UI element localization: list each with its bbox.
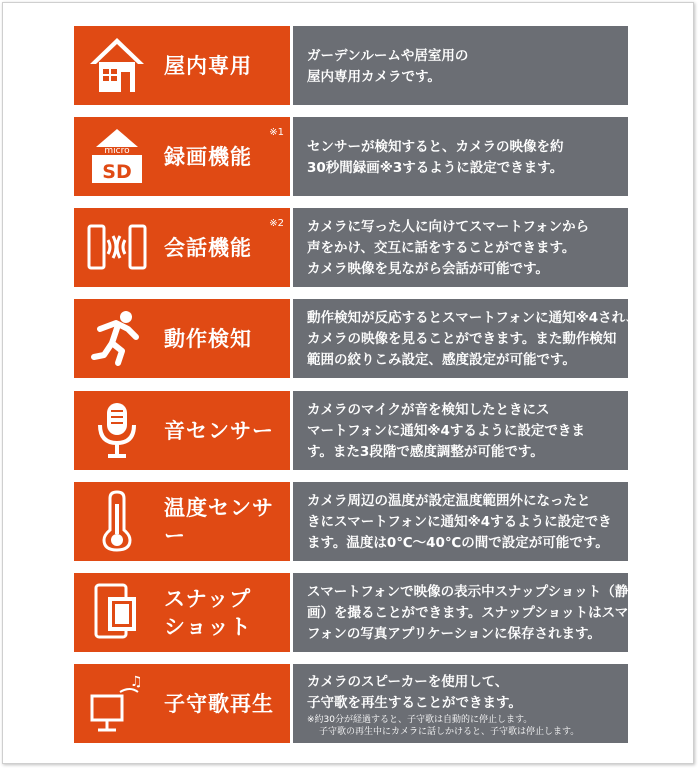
feature-title: 会話機能 bbox=[164, 235, 252, 260]
feature-row-lullaby bbox=[74, 664, 628, 743]
description-line: カメラに写った人に向けてスマートフォンから bbox=[307, 219, 590, 235]
feature-tile bbox=[74, 299, 290, 378]
microsd-label: micro bbox=[104, 146, 130, 156]
feature-description bbox=[293, 482, 628, 561]
feature-tile bbox=[74, 208, 290, 287]
description-line: 画）を撮ることができます。スナップショットはスマート bbox=[307, 605, 656, 621]
feature-description bbox=[293, 573, 656, 652]
feature-panel bbox=[2, 2, 694, 764]
svg-text:♫: ♫ bbox=[130, 674, 143, 690]
feature-title: 子守歌再生 bbox=[164, 691, 274, 716]
description-line: きにスマートフォンに通知※4するように設定でき bbox=[307, 514, 612, 530]
footnote-mark: ※2 bbox=[269, 218, 284, 229]
snapshot-icon bbox=[86, 581, 148, 643]
description-line: カメラのスピーカーを使用して、 bbox=[307, 673, 509, 690]
feature-tile bbox=[74, 117, 290, 196]
feature-description bbox=[293, 26, 628, 105]
feature-title: 動作検知 bbox=[164, 326, 252, 351]
feature-tile bbox=[74, 391, 290, 470]
footnote-line: ※約30分が経過すると、子守歌は自動的に停止します。 bbox=[307, 714, 533, 725]
feature-tile bbox=[74, 26, 290, 105]
description-line: カメラ周辺の温度が設定温度範囲外になったと bbox=[307, 493, 591, 509]
feature-row-motion bbox=[74, 299, 640, 378]
description-line: カメラの映像を見ることができます。また動作検知 bbox=[307, 331, 617, 347]
description-line: センサーが検知すると、カメラの映像を約 bbox=[307, 138, 564, 155]
feature-description bbox=[293, 208, 628, 287]
description-line: ます。温度は0℃〜40℃の間で設定が可能です。 bbox=[307, 535, 609, 551]
description-line: す。また3段階で感度調整が可能です。 bbox=[307, 444, 544, 460]
thermometer-icon bbox=[86, 490, 148, 552]
feature-description bbox=[293, 299, 640, 378]
description-line: 屋内専用カメラです。 bbox=[307, 68, 441, 85]
footnote-mark: ※1 bbox=[269, 127, 284, 138]
feature-title: 音センサー bbox=[164, 418, 274, 443]
feature-tile bbox=[74, 482, 290, 561]
description-line: 動作検知が反応するとスマートフォンに通知※4され、 bbox=[307, 310, 640, 326]
feature-row-indoor bbox=[74, 26, 628, 105]
feature-description bbox=[293, 391, 628, 470]
feature-tile bbox=[74, 664, 290, 743]
description-line: カメラのマイクが音を検知したときにス bbox=[307, 402, 550, 418]
description-line: スマートフォンで映像の表示中スナップショット（静止 bbox=[307, 584, 642, 600]
feature-description bbox=[293, 117, 628, 196]
feature-title: 屋内専用 bbox=[164, 53, 252, 78]
feature-row-talk bbox=[74, 208, 628, 287]
description-line: 範囲の絞りこみ設定、感度設定が可能です。 bbox=[307, 352, 576, 368]
feature-row-snapshot bbox=[74, 573, 656, 652]
sd-label: SD bbox=[102, 161, 132, 183]
feature-tile bbox=[74, 573, 290, 652]
feature-row-sound-sensor bbox=[74, 391, 628, 470]
feature-row-recording bbox=[74, 117, 628, 196]
lullaby-icon bbox=[86, 672, 148, 734]
description-line: 30秒間録画※3するように設定できます。 bbox=[307, 159, 564, 176]
running-person-icon bbox=[86, 307, 148, 369]
feature-title: 温度センサー bbox=[164, 495, 274, 548]
feature-row-temperature-sensor bbox=[74, 482, 628, 561]
phone-talk-icon bbox=[86, 216, 148, 278]
house-icon bbox=[86, 34, 148, 96]
feature-title: スナップ ショット bbox=[164, 586, 252, 639]
microsd-icon bbox=[86, 125, 148, 187]
footnote-line: 子守歌の再生中にカメラに話しかけると、子守歌は停止します。 bbox=[319, 726, 580, 737]
feature-title: 録画機能 bbox=[164, 144, 252, 169]
description-line: 声をかけ、交互に話をすることができます。 bbox=[307, 240, 576, 256]
microphone-icon bbox=[86, 399, 148, 461]
description-line: カメラ映像を見ながら会話が可能です。 bbox=[307, 261, 549, 277]
feature-description bbox=[293, 664, 628, 743]
description-line: 子守歌を再生することができます。 bbox=[307, 694, 522, 711]
description-line: ガーデンルームや居室用の bbox=[307, 47, 469, 64]
description-line: マートフォンに通知※4するように設定できま bbox=[307, 423, 585, 439]
description-line: フォンの写真アプリケーションに保存されます。 bbox=[307, 626, 601, 642]
